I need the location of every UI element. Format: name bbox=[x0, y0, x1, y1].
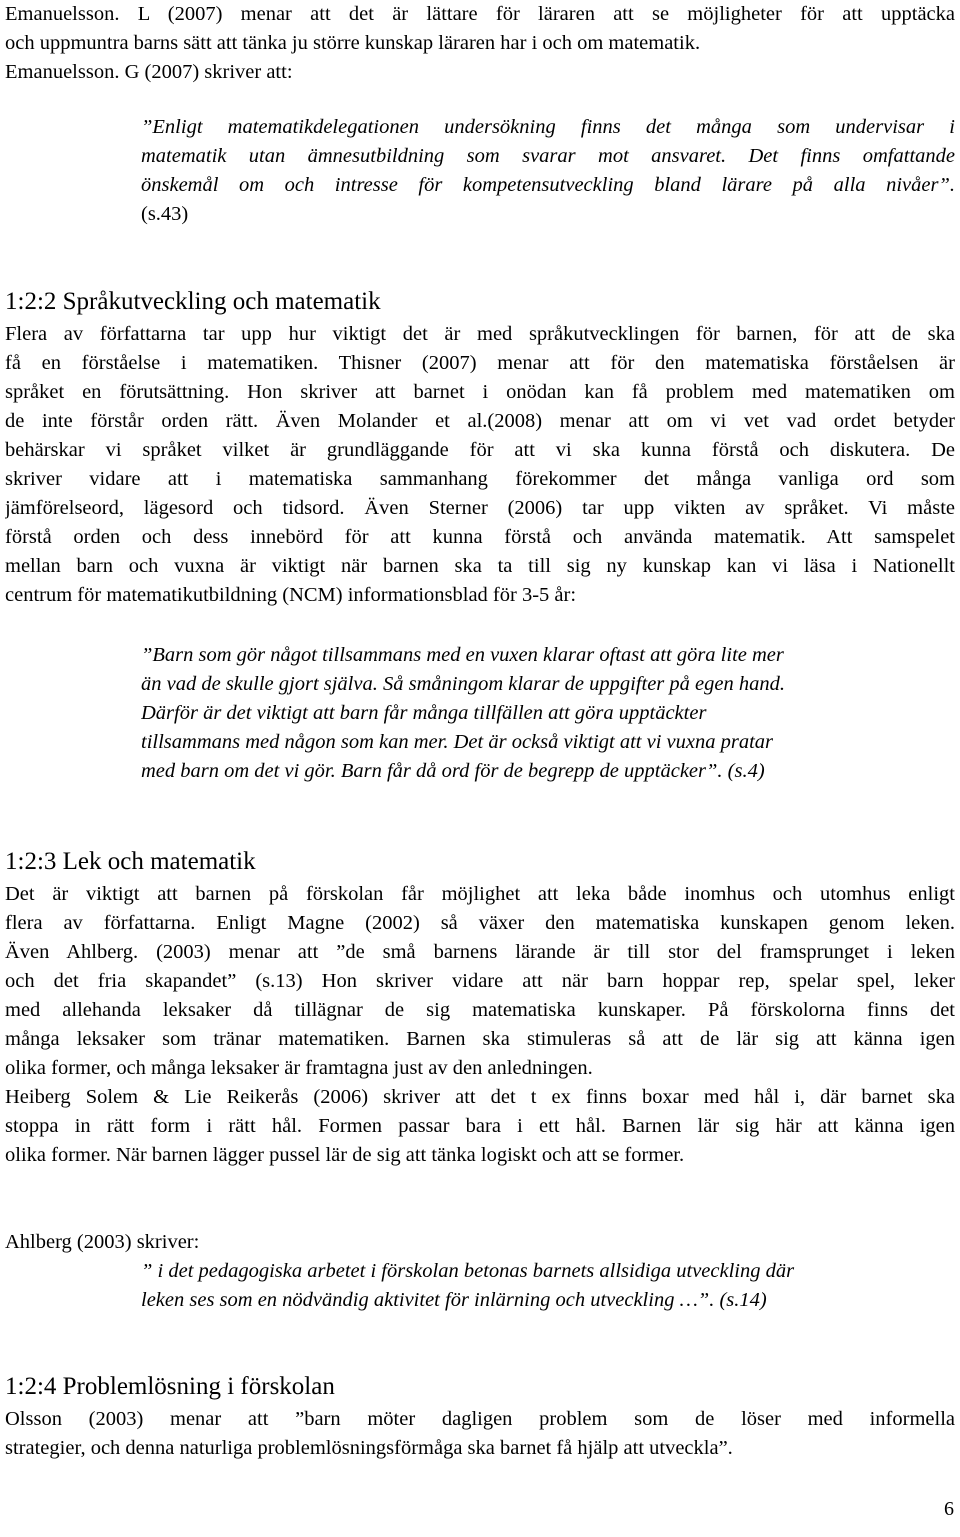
quote-citation: (s.43) bbox=[141, 203, 189, 225]
body-text-line: förstå orden och dess innebörd för att kunna förstå och använda matematik. Att samspelet bbox=[5, 526, 955, 548]
body-text-line: med allehanda leksaker då tillägnar de sig matematiska kunskaper. På förskolorna finns det bbox=[5, 999, 955, 1021]
quote-line: än vad de skulle gjort själva. Så småningom klarar de uppgifter på egen hand. bbox=[141, 673, 785, 695]
body-text-line: olika former, och många leksaker är framtagna just av den anledningen. bbox=[5, 1057, 593, 1079]
quote-line: ”Barn som gör något tillsammans med en vuxen klarar oftast att göra lite mer bbox=[141, 644, 784, 666]
body-text-line: jämförelseord, lägesord och tidsord. Även Sterner (2006) tar upp vikten av språket. Vi måste bbox=[5, 497, 955, 519]
quote-line: matematik utan ämnesutbildning som svarar mot ansvaret. Det finns omfattande bbox=[141, 145, 955, 167]
section-heading: 1:2:3 Lek och matematik bbox=[5, 848, 256, 875]
body-text-line: Emanuelsson. L (2007) menar att det är lättare för läraren att se möjligheter för att upptäcka bbox=[5, 3, 955, 25]
body-text-line: skriver vidare att i matematiska sammanhang förekommer det många vanliga ord som bbox=[5, 468, 955, 490]
body-text-line: många leksaker som tränar matematiken. Barnen ska stimuleras så att de lär sig att känna igen bbox=[5, 1028, 955, 1050]
body-text-line: de inte förstår orden rätt. Även Molander et al.(2008) menar att om vi vet vad ordet betyder bbox=[5, 410, 955, 432]
body-text-line: få en förståelse i matematiken. Thisner (2007) menar att för den matematiska förståelsen är bbox=[5, 352, 955, 374]
quote-line: med barn om det vi gör. Barn får då ord för de begrepp de upptäcker”. (s.4) bbox=[141, 760, 765, 782]
body-text-line: Olsson (2003) menar att ”barn möter dagligen problem som de löser med informella bbox=[5, 1408, 955, 1430]
body-text-line: och det fria skapandet” (s.13) Hon skriver vidare att när barn hoppar rep, spelar spel, leker bbox=[5, 970, 955, 992]
body-text-line: strategier, och denna naturliga problemlösningsförmåga ska barnet få hjälp att utveckla”. bbox=[5, 1437, 733, 1459]
body-text-line: Ahlberg (2003) skriver: bbox=[5, 1231, 200, 1253]
body-text-line: och uppmuntra barns sätt att tänka ju större kunskap läraren har i och om matematik. bbox=[5, 32, 701, 54]
body-text-line: Heiberg Solem & Lie Reikerås (2006) skriver att det t ex finns boxar med hål i, där barnet ska bbox=[5, 1086, 955, 1108]
body-text-line: Det är viktigt att barnen på förskolan får möjlighet att leka både inomhus och utomhus enligt bbox=[5, 883, 955, 905]
quote-line: Därför är det viktigt att barn får många tillfällen att göra upptäckter bbox=[141, 702, 707, 724]
quote-line: ”Enligt matematikdelegationen undersökning finns det många som undervisar i bbox=[141, 116, 955, 138]
body-text-line: centrum för matematikutbildning (NCM) informationsblad för 3-5 år: bbox=[5, 584, 577, 606]
body-text-line: flera av författarna. Enligt Magne (2002) så växer den matematiska kunskapen genom leken. bbox=[5, 912, 955, 934]
body-text-line: behärskar vi språket vilket är grundläggande för att vi ska kunna förstå och diskutera. De bbox=[5, 439, 955, 461]
section-heading: 1:2:2 Språkutveckling och matematik bbox=[5, 288, 381, 315]
quote-line: ” i det pedagogiska arbetet i förskolan betonas barnets allsidiga utveckling där bbox=[141, 1260, 795, 1282]
section-heading: 1:2:4 Problemlösning i förskolan bbox=[5, 1373, 335, 1400]
body-text-line: stoppa in rätt form i rätt hål. Formen passar bara i ett hål. Barnen lär sig här att känna igen bbox=[5, 1115, 955, 1137]
page-number: 6 bbox=[944, 1498, 954, 1520]
body-text-line: olika former. När barnen lägger pussel lär de sig att tänka logiskt och att se former. bbox=[5, 1144, 685, 1166]
quote-line: tillsammans med någon som kan mer. Det är också viktigt att vi vuxna pratar bbox=[141, 731, 774, 753]
body-text-line: Emanuelsson. G (2007) skriver att: bbox=[5, 61, 293, 83]
body-text-line: Flera av författarna tar upp hur viktigt det är med språkutvecklingen för barnen, för att de ska bbox=[5, 323, 955, 345]
quote-line: önskemål om och intresse för kompetensutveckling bland lärare på alla nivåer”. bbox=[141, 174, 955, 196]
body-text-line: Även Ahlberg. (2003) menar att ”de små barnens lärande är till stor del framsprunget i leken bbox=[5, 941, 955, 963]
body-text-line: språket en förutsättning. Hon skriver att barnet i onödan kan få problem med matematiken om bbox=[5, 381, 955, 403]
body-text-line: mellan barn och vuxna är viktigt när barnen ska ta till sig ny kunskap kan vi läsa i Nationellt bbox=[5, 555, 955, 577]
quote-line: leken ses som en nödvändig aktivitet för inlärning och utveckling …”. (s.14) bbox=[141, 1289, 767, 1311]
